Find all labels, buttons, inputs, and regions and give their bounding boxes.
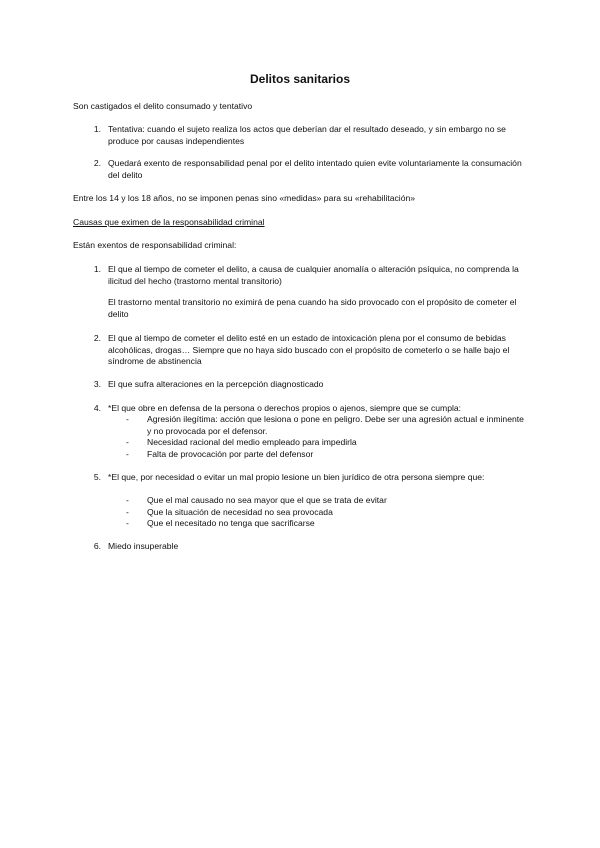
list-number: 2. bbox=[93, 158, 101, 168]
list-item: - Que el mal causado no sea mayor que el que se trata de evitar bbox=[126, 495, 526, 507]
age-note: Entre los 14 y los 18 años, no se imponen penas sino «medidas» para su «rehabilitación» bbox=[73, 193, 416, 203]
cause-intoxicacion: El que al tiempo de cometer el delito esté en un estado de intoxicación plena por el consumo de bebidas alcohólicas, drogas… Siempre que no haya sido buscado con el propósito de cometerlo o se halle bajo el síndrome de abstinencia bbox=[108, 333, 510, 366]
cause-anomalia: El que al tiempo de cometer el delito, a causa de cualquier anomalía o alteración psíquica, no comprenda la ilicitud del hecho (trastorno mental transitorio) bbox=[108, 264, 519, 286]
list-number: 1. bbox=[93, 264, 101, 274]
intro-text: Son castigados el delito consumado y tentativo bbox=[73, 101, 253, 111]
cause-anomalia-note: El trastorno mental transitorio no eximirá de pena cuando ha sido provocado con el propósito de cometer el delito bbox=[108, 297, 517, 319]
necesidad-requirements bbox=[126, 495, 526, 530]
cause-miedo: Miedo insuperable bbox=[108, 541, 179, 551]
list-number: 1. bbox=[93, 124, 101, 134]
list-number: 6. bbox=[93, 541, 101, 551]
list-item: - Falta de provocación por parte del defensor bbox=[126, 449, 526, 461]
list-number: 4. bbox=[93, 403, 101, 413]
list-number: 3. bbox=[93, 379, 101, 389]
page-title: Delitos sanitarios bbox=[249, 72, 351, 86]
list-item-exento: Quedará exento de responsabilidad penal por el delito intentado quien evite voluntariamente la consumación del delito bbox=[108, 158, 522, 180]
defensa-requirements bbox=[126, 414, 526, 460]
list-item: - Necesidad racional del medio empleado para impedirla bbox=[126, 437, 526, 449]
list-number: 2. bbox=[93, 333, 101, 343]
list-item: - Que el necesitado no tenga que sacrificarse bbox=[126, 518, 526, 530]
list-number: 5. bbox=[93, 472, 101, 482]
cause-percepcion: El que sufra alteraciones en la percepción diagnosticado bbox=[108, 379, 324, 389]
list-item: - Agresión ilegítima: acción que lesiona o pone en peligro. Debe ser una agresión actual e inminente y no provocada por el defensor. bbox=[126, 414, 526, 437]
section-heading: Causas que eximen de la responsabilidad criminal bbox=[73, 217, 265, 227]
cause-estado-necesidad: *El que, por necesidad o evitar un mal propio lesione un bien jurídico de otra persona siempre que: bbox=[108, 472, 485, 482]
list-item: - Que la situación de necesidad no sea provocada bbox=[126, 507, 526, 519]
list-item-tentativa: Tentativa: cuando el sujeto realiza los actos que deberían dar el resultado deseado, y sin embargo no se produce por causas independientes bbox=[108, 124, 506, 146]
cause-legitima-defensa: *El que obre en defensa de la persona o derechos propios o ajenos, siempre que se cumpla: bbox=[108, 403, 462, 413]
exempt-intro: Están exentos de responsabilidad criminal: bbox=[73, 240, 237, 250]
